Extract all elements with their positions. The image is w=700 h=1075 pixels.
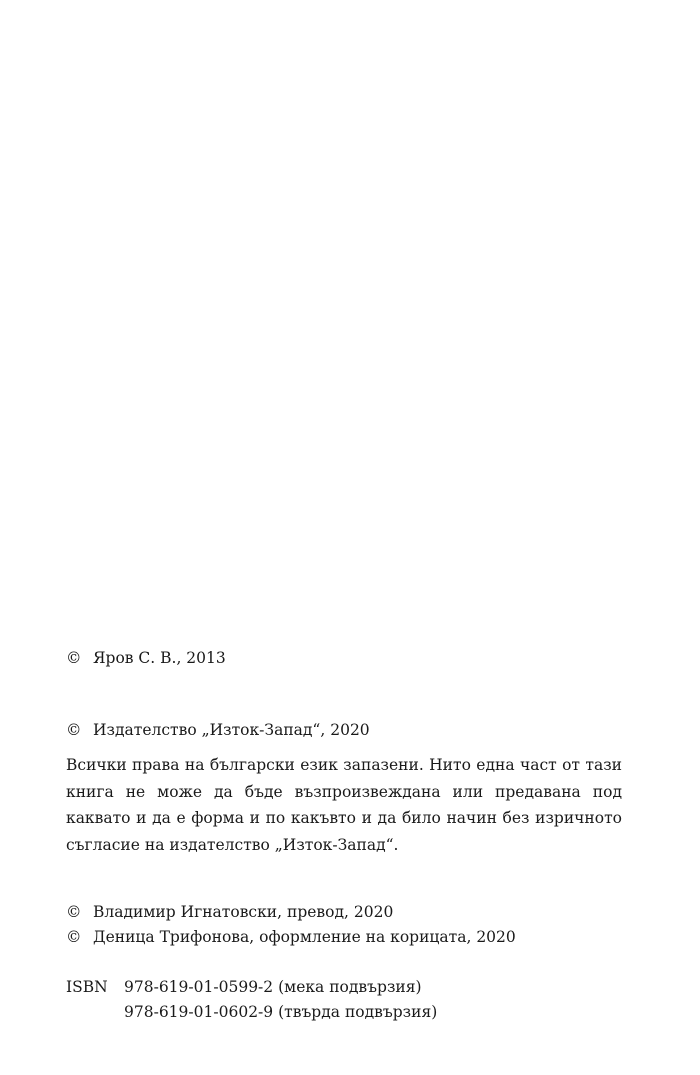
copyright-symbol: © [66, 928, 82, 946]
publisher-copyright [66, 720, 370, 740]
isbn-block [66, 975, 437, 1025]
cover-copyright [66, 927, 516, 947]
author-copyright-text: Яров С. В., 2013 [93, 649, 226, 667]
publisher-copyright-text: Издателство „Изток-Запад“, 2020 [93, 721, 370, 739]
translator-copyright-text: Владимир Игнатовски, превод, 2020 [93, 903, 394, 921]
isbn-note: (твърда подвързия) [278, 1003, 438, 1021]
isbn-number: 978-619-01-0602-9 [124, 1003, 274, 1021]
isbn-number: 978-619-01-0599-2 [124, 978, 274, 996]
author-copyright [66, 648, 226, 668]
isbn-label: ISBN [66, 978, 108, 996]
copyright-symbol: © [66, 721, 82, 739]
translator-copyright [66, 902, 393, 922]
isbn-note: (мека подвързия) [278, 978, 422, 996]
copyright-symbol: © [66, 649, 82, 667]
rights-notice: Всички права на български език запазени. Нито една част от тази книга не може да бъде възпроизвеждана или предавана под каквато и да е форма и по какъвто и да било начин без изричното съгласие на издателство „Изток-Запад“. [66, 756, 622, 854]
isbn-label-spacer [66, 1000, 124, 1025]
cover-copyright-text: Деница Трифонова, оформление на корицата, 2020 [93, 928, 516, 946]
copyright-symbol: © [66, 903, 82, 921]
isbn-row [66, 1000, 437, 1025]
isbn-row [66, 975, 437, 1000]
